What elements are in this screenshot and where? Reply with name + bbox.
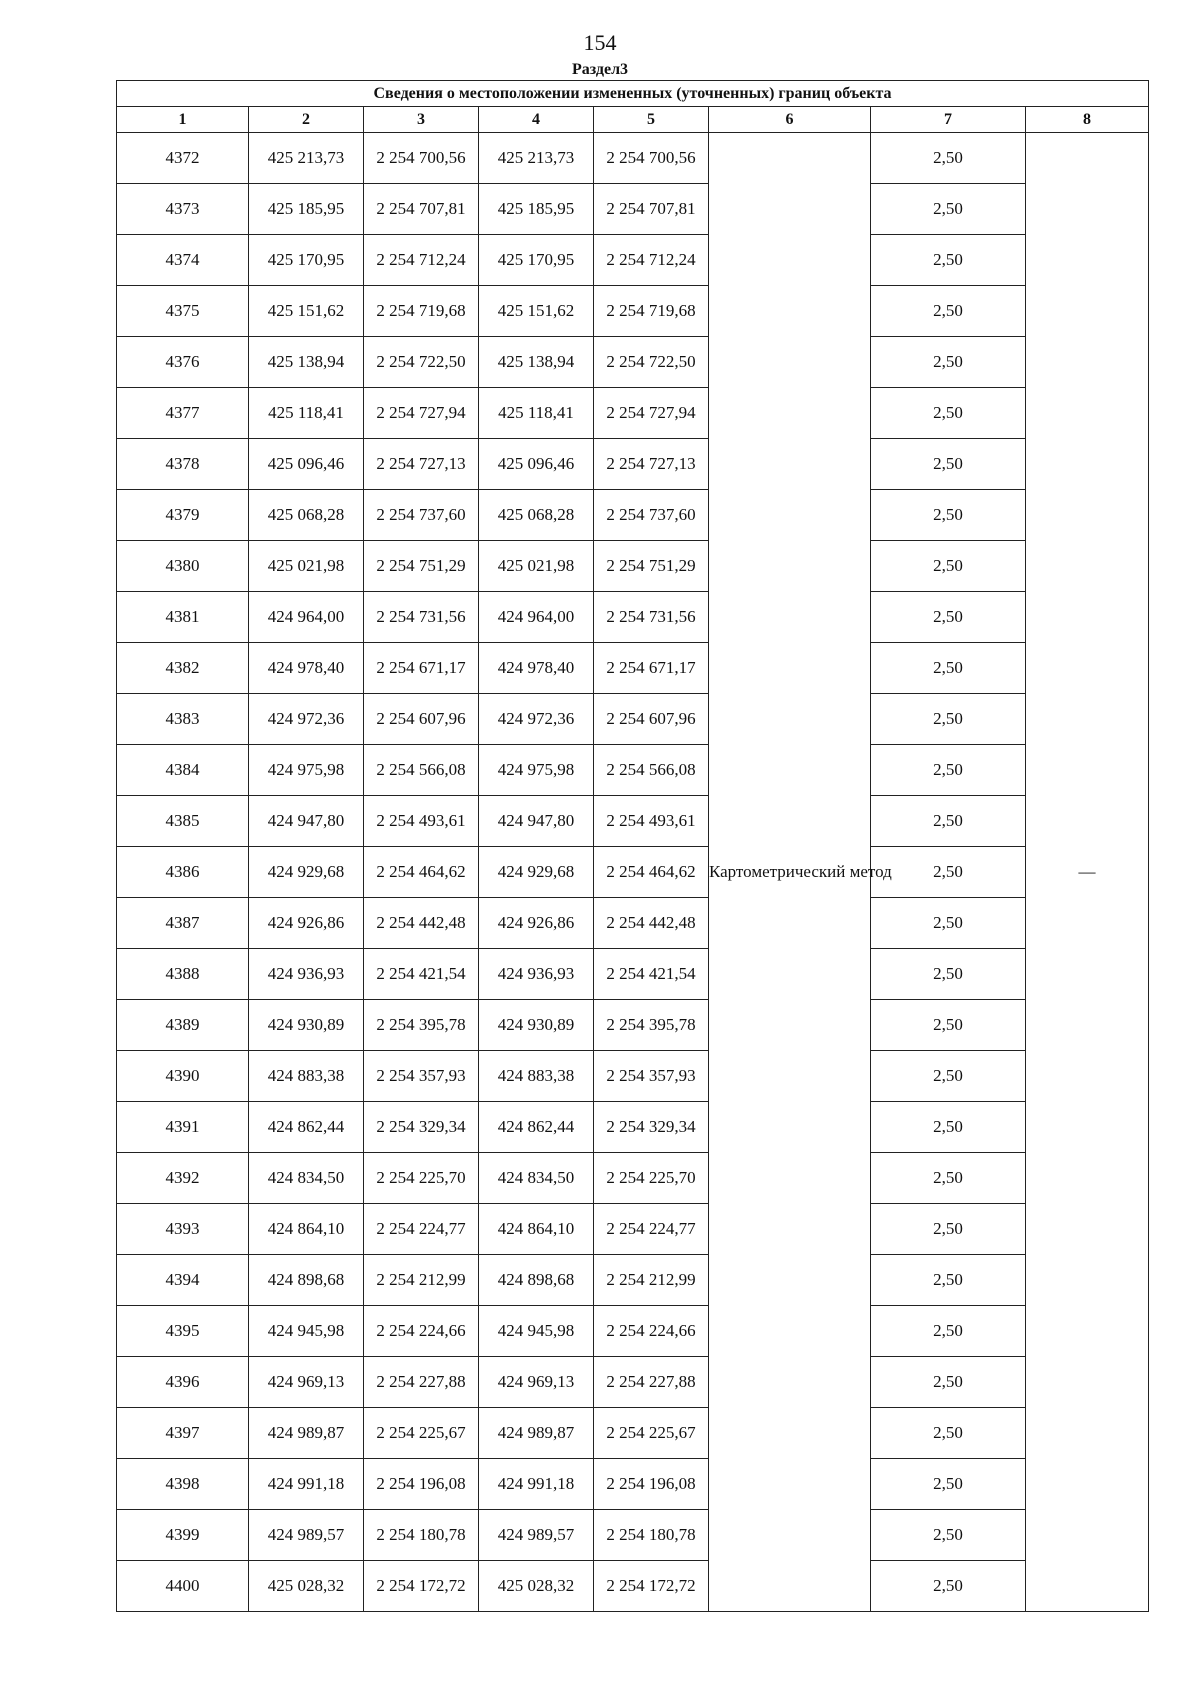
column-number: 3 bbox=[364, 107, 479, 133]
accuracy-cell: 2,50 bbox=[871, 235, 1026, 286]
point-number-cell: 4375 bbox=[117, 286, 249, 337]
table-row bbox=[117, 1510, 1149, 1561]
x-new-cell: 425 213,73 bbox=[479, 133, 594, 184]
y-new-cell: 2 254 727,94 bbox=[594, 388, 709, 439]
x-new-cell: 425 138,94 bbox=[479, 337, 594, 388]
y-new-cell: 2 254 224,77 bbox=[594, 1204, 709, 1255]
x-old-cell: 425 138,94 bbox=[249, 337, 364, 388]
accuracy-cell: 2,50 bbox=[871, 1255, 1026, 1306]
point-number-cell: 4381 bbox=[117, 592, 249, 643]
table-row bbox=[117, 1306, 1149, 1357]
y-new-cell: 2 254 442,48 bbox=[594, 898, 709, 949]
x-new-cell: 424 947,80 bbox=[479, 796, 594, 847]
point-number-cell: 4396 bbox=[117, 1357, 249, 1408]
point-number-cell: 4388 bbox=[117, 949, 249, 1000]
column-number: 5 bbox=[594, 107, 709, 133]
point-number-cell: 4390 bbox=[117, 1051, 249, 1102]
table-row bbox=[117, 388, 1149, 439]
point-number-cell: 4374 bbox=[117, 235, 249, 286]
x-old-cell: 425 151,62 bbox=[249, 286, 364, 337]
x-old-cell: 424 898,68 bbox=[249, 1255, 364, 1306]
x-old-cell: 424 989,87 bbox=[249, 1408, 364, 1459]
table-row bbox=[117, 1102, 1149, 1153]
table-row bbox=[117, 133, 1149, 184]
table-row bbox=[117, 1255, 1149, 1306]
y-new-cell: 2 254 227,88 bbox=[594, 1357, 709, 1408]
table-row bbox=[117, 490, 1149, 541]
accuracy-cell: 2,50 bbox=[871, 133, 1026, 184]
table-row bbox=[117, 541, 1149, 592]
table-body bbox=[117, 133, 1149, 1612]
y-old-cell: 2 254 727,13 bbox=[364, 439, 479, 490]
x-new-cell: 425 068,28 bbox=[479, 490, 594, 541]
y-new-cell: 2 254 224,66 bbox=[594, 1306, 709, 1357]
accuracy-cell: 2,50 bbox=[871, 541, 1026, 592]
y-new-cell: 2 254 737,60 bbox=[594, 490, 709, 541]
accuracy-cell: 2,50 bbox=[871, 847, 1026, 898]
y-old-cell: 2 254 395,78 bbox=[364, 1000, 479, 1051]
point-number-cell: 4387 bbox=[117, 898, 249, 949]
y-old-cell: 2 254 700,56 bbox=[364, 133, 479, 184]
y-old-cell: 2 254 224,77 bbox=[364, 1204, 479, 1255]
x-new-cell: 424 972,36 bbox=[479, 694, 594, 745]
accuracy-cell: 2,50 bbox=[871, 643, 1026, 694]
point-number-cell: 4383 bbox=[117, 694, 249, 745]
x-new-cell: 424 936,93 bbox=[479, 949, 594, 1000]
y-old-cell: 2 254 357,93 bbox=[364, 1051, 479, 1102]
x-old-cell: 425 096,46 bbox=[249, 439, 364, 490]
note-cell: — bbox=[1026, 133, 1149, 1612]
y-new-cell: 2 254 607,96 bbox=[594, 694, 709, 745]
x-new-cell: 424 930,89 bbox=[479, 1000, 594, 1051]
table-row bbox=[117, 1000, 1149, 1051]
y-old-cell: 2 254 712,24 bbox=[364, 235, 479, 286]
accuracy-cell: 2,50 bbox=[871, 337, 1026, 388]
x-old-cell: 424 969,13 bbox=[249, 1357, 364, 1408]
x-old-cell: 425 185,95 bbox=[249, 184, 364, 235]
y-old-cell: 2 254 671,17 bbox=[364, 643, 479, 694]
method-cell: Картометрический метод bbox=[709, 133, 871, 1612]
y-old-cell: 2 254 607,96 bbox=[364, 694, 479, 745]
x-old-cell: 425 213,73 bbox=[249, 133, 364, 184]
y-old-cell: 2 254 464,62 bbox=[364, 847, 479, 898]
x-new-cell: 425 096,46 bbox=[479, 439, 594, 490]
accuracy-cell: 2,50 bbox=[871, 1204, 1026, 1255]
table-row bbox=[117, 745, 1149, 796]
x-new-cell: 425 118,41 bbox=[479, 388, 594, 439]
table-row bbox=[117, 1051, 1149, 1102]
y-new-cell: 2 254 712,24 bbox=[594, 235, 709, 286]
column-number: 6 bbox=[709, 107, 871, 133]
y-new-cell: 2 254 700,56 bbox=[594, 133, 709, 184]
y-new-cell: 2 254 212,99 bbox=[594, 1255, 709, 1306]
y-new-cell: 2 254 727,13 bbox=[594, 439, 709, 490]
y-new-cell: 2 254 329,34 bbox=[594, 1102, 709, 1153]
y-new-cell: 2 254 722,50 bbox=[594, 337, 709, 388]
point-number-cell: 4380 bbox=[117, 541, 249, 592]
accuracy-cell: 2,50 bbox=[871, 286, 1026, 337]
y-old-cell: 2 254 442,48 bbox=[364, 898, 479, 949]
accuracy-cell: 2,50 bbox=[871, 745, 1026, 796]
x-old-cell: 424 972,36 bbox=[249, 694, 364, 745]
table-row bbox=[117, 643, 1149, 694]
table-row bbox=[117, 235, 1149, 286]
x-old-cell: 424 978,40 bbox=[249, 643, 364, 694]
x-new-cell: 425 151,62 bbox=[479, 286, 594, 337]
x-new-cell: 425 028,32 bbox=[479, 1561, 594, 1612]
x-old-cell: 424 945,98 bbox=[249, 1306, 364, 1357]
y-old-cell: 2 254 719,68 bbox=[364, 286, 479, 337]
point-number-cell: 4376 bbox=[117, 337, 249, 388]
y-old-cell: 2 254 722,50 bbox=[364, 337, 479, 388]
column-number: 1 bbox=[117, 107, 249, 133]
point-number-cell: 4394 bbox=[117, 1255, 249, 1306]
table-row bbox=[117, 337, 1149, 388]
x-old-cell: 424 883,38 bbox=[249, 1051, 364, 1102]
point-number-cell: 4392 bbox=[117, 1153, 249, 1204]
table-row bbox=[117, 694, 1149, 745]
accuracy-cell: 2,50 bbox=[871, 898, 1026, 949]
column-number: 8 bbox=[1026, 107, 1149, 133]
x-new-cell: 424 864,10 bbox=[479, 1204, 594, 1255]
accuracy-cell: 2,50 bbox=[871, 184, 1026, 235]
point-number-cell: 4391 bbox=[117, 1102, 249, 1153]
y-new-cell: 2 254 707,81 bbox=[594, 184, 709, 235]
accuracy-cell: 2,50 bbox=[871, 1561, 1026, 1612]
y-old-cell: 2 254 727,94 bbox=[364, 388, 479, 439]
y-new-cell: 2 254 719,68 bbox=[594, 286, 709, 337]
table-row bbox=[117, 184, 1149, 235]
point-number-cell: 4379 bbox=[117, 490, 249, 541]
table-row bbox=[117, 1357, 1149, 1408]
x-new-cell: 424 898,68 bbox=[479, 1255, 594, 1306]
column-number-row bbox=[117, 107, 1149, 133]
point-number-cell: 4397 bbox=[117, 1408, 249, 1459]
accuracy-cell: 2,50 bbox=[871, 1000, 1026, 1051]
column-number: 7 bbox=[871, 107, 1026, 133]
table-row bbox=[117, 796, 1149, 847]
accuracy-cell: 2,50 bbox=[871, 796, 1026, 847]
y-old-cell: 2 254 737,60 bbox=[364, 490, 479, 541]
accuracy-cell: 2,50 bbox=[871, 439, 1026, 490]
x-new-cell: 425 185,95 bbox=[479, 184, 594, 235]
y-old-cell: 2 254 172,72 bbox=[364, 1561, 479, 1612]
x-new-cell: 424 969,13 bbox=[479, 1357, 594, 1408]
x-old-cell: 424 862,44 bbox=[249, 1102, 364, 1153]
table-row bbox=[117, 1153, 1149, 1204]
accuracy-cell: 2,50 bbox=[871, 1153, 1026, 1204]
x-new-cell: 424 929,68 bbox=[479, 847, 594, 898]
y-new-cell: 2 254 180,78 bbox=[594, 1510, 709, 1561]
point-number-cell: 4373 bbox=[117, 184, 249, 235]
y-old-cell: 2 254 421,54 bbox=[364, 949, 479, 1000]
table-row bbox=[117, 847, 1149, 898]
point-number-cell: 4393 bbox=[117, 1204, 249, 1255]
table-row bbox=[117, 439, 1149, 490]
x-new-cell: 425 021,98 bbox=[479, 541, 594, 592]
x-new-cell: 424 834,50 bbox=[479, 1153, 594, 1204]
x-new-cell: 424 926,86 bbox=[479, 898, 594, 949]
accuracy-cell: 2,50 bbox=[871, 388, 1026, 439]
x-old-cell: 425 021,98 bbox=[249, 541, 364, 592]
x-new-cell: 425 170,95 bbox=[479, 235, 594, 286]
point-number-cell: 4395 bbox=[117, 1306, 249, 1357]
y-old-cell: 2 254 227,88 bbox=[364, 1357, 479, 1408]
y-old-cell: 2 254 751,29 bbox=[364, 541, 479, 592]
point-number-cell: 4398 bbox=[117, 1459, 249, 1510]
x-old-cell: 424 864,10 bbox=[249, 1204, 364, 1255]
y-new-cell: 2 254 225,67 bbox=[594, 1408, 709, 1459]
accuracy-cell: 2,50 bbox=[871, 1408, 1026, 1459]
point-number-cell: 4386 bbox=[117, 847, 249, 898]
y-new-cell: 2 254 493,61 bbox=[594, 796, 709, 847]
y-old-cell: 2 254 493,61 bbox=[364, 796, 479, 847]
accuracy-cell: 2,50 bbox=[871, 1357, 1026, 1408]
accuracy-cell: 2,50 bbox=[871, 694, 1026, 745]
x-old-cell: 425 170,95 bbox=[249, 235, 364, 286]
y-new-cell: 2 254 172,72 bbox=[594, 1561, 709, 1612]
y-old-cell: 2 254 180,78 bbox=[364, 1510, 479, 1561]
point-number-cell: 4384 bbox=[117, 745, 249, 796]
table-row bbox=[117, 1459, 1149, 1510]
y-old-cell: 2 254 329,34 bbox=[364, 1102, 479, 1153]
x-new-cell: 424 883,38 bbox=[479, 1051, 594, 1102]
accuracy-cell: 2,50 bbox=[871, 1102, 1026, 1153]
y-new-cell: 2 254 731,56 bbox=[594, 592, 709, 643]
table-title: Сведения о местоположении измененных (уточненных) границ объекта bbox=[117, 81, 1149, 107]
accuracy-cell: 2,50 bbox=[871, 1051, 1026, 1102]
x-old-cell: 424 929,68 bbox=[249, 847, 364, 898]
y-new-cell: 2 254 671,17 bbox=[594, 643, 709, 694]
coordinates-table bbox=[116, 80, 1149, 1612]
x-new-cell: 424 945,98 bbox=[479, 1306, 594, 1357]
x-old-cell: 424 975,98 bbox=[249, 745, 364, 796]
y-new-cell: 2 254 566,08 bbox=[594, 745, 709, 796]
x-new-cell: 424 964,00 bbox=[479, 592, 594, 643]
column-number: 4 bbox=[479, 107, 594, 133]
y-old-cell: 2 254 731,56 bbox=[364, 592, 479, 643]
x-new-cell: 424 989,87 bbox=[479, 1408, 594, 1459]
y-old-cell: 2 254 225,67 bbox=[364, 1408, 479, 1459]
point-number-cell: 4399 bbox=[117, 1510, 249, 1561]
x-old-cell: 424 991,18 bbox=[249, 1459, 364, 1510]
accuracy-cell: 2,50 bbox=[871, 1510, 1026, 1561]
x-old-cell: 425 118,41 bbox=[249, 388, 364, 439]
y-new-cell: 2 254 196,08 bbox=[594, 1459, 709, 1510]
column-number: 2 bbox=[249, 107, 364, 133]
point-number-cell: 4389 bbox=[117, 1000, 249, 1051]
x-old-cell: 424 989,57 bbox=[249, 1510, 364, 1561]
y-old-cell: 2 254 225,70 bbox=[364, 1153, 479, 1204]
accuracy-cell: 2,50 bbox=[871, 1306, 1026, 1357]
table-row bbox=[117, 1408, 1149, 1459]
y-old-cell: 2 254 707,81 bbox=[364, 184, 479, 235]
y-new-cell: 2 254 395,78 bbox=[594, 1000, 709, 1051]
table-row bbox=[117, 592, 1149, 643]
x-old-cell: 424 947,80 bbox=[249, 796, 364, 847]
x-new-cell: 424 991,18 bbox=[479, 1459, 594, 1510]
accuracy-cell: 2,50 bbox=[871, 592, 1026, 643]
table-row bbox=[117, 949, 1149, 1000]
x-new-cell: 424 862,44 bbox=[479, 1102, 594, 1153]
x-old-cell: 424 936,93 bbox=[249, 949, 364, 1000]
x-new-cell: 424 975,98 bbox=[479, 745, 594, 796]
point-number-cell: 4378 bbox=[117, 439, 249, 490]
table-row bbox=[117, 286, 1149, 337]
accuracy-cell: 2,50 bbox=[871, 1459, 1026, 1510]
y-new-cell: 2 254 357,93 bbox=[594, 1051, 709, 1102]
y-new-cell: 2 254 225,70 bbox=[594, 1153, 709, 1204]
page-number: 154 bbox=[583, 30, 617, 55]
table-row bbox=[117, 1204, 1149, 1255]
x-old-cell: 424 926,86 bbox=[249, 898, 364, 949]
table-row bbox=[117, 1561, 1149, 1612]
x-old-cell: 425 028,32 bbox=[249, 1561, 364, 1612]
table-row bbox=[117, 898, 1149, 949]
section-label: Раздел3 bbox=[571, 61, 629, 78]
y-old-cell: 2 254 224,66 bbox=[364, 1306, 479, 1357]
point-number-cell: 4372 bbox=[117, 133, 249, 184]
x-new-cell: 424 989,57 bbox=[479, 1510, 594, 1561]
point-number-cell: 4385 bbox=[117, 796, 249, 847]
x-new-cell: 424 978,40 bbox=[479, 643, 594, 694]
y-old-cell: 2 254 566,08 bbox=[364, 745, 479, 796]
y-old-cell: 2 254 212,99 bbox=[364, 1255, 479, 1306]
y-old-cell: 2 254 196,08 bbox=[364, 1459, 479, 1510]
x-old-cell: 424 834,50 bbox=[249, 1153, 364, 1204]
accuracy-cell: 2,50 bbox=[871, 949, 1026, 1000]
y-new-cell: 2 254 751,29 bbox=[594, 541, 709, 592]
x-old-cell: 424 964,00 bbox=[249, 592, 364, 643]
y-new-cell: 2 254 464,62 bbox=[594, 847, 709, 898]
y-new-cell: 2 254 421,54 bbox=[594, 949, 709, 1000]
x-old-cell: 424 930,89 bbox=[249, 1000, 364, 1051]
x-old-cell: 425 068,28 bbox=[249, 490, 364, 541]
accuracy-cell: 2,50 bbox=[871, 490, 1026, 541]
point-number-cell: 4377 bbox=[117, 388, 249, 439]
point-number-cell: 4400 bbox=[117, 1561, 249, 1612]
point-number-cell: 4382 bbox=[117, 643, 249, 694]
